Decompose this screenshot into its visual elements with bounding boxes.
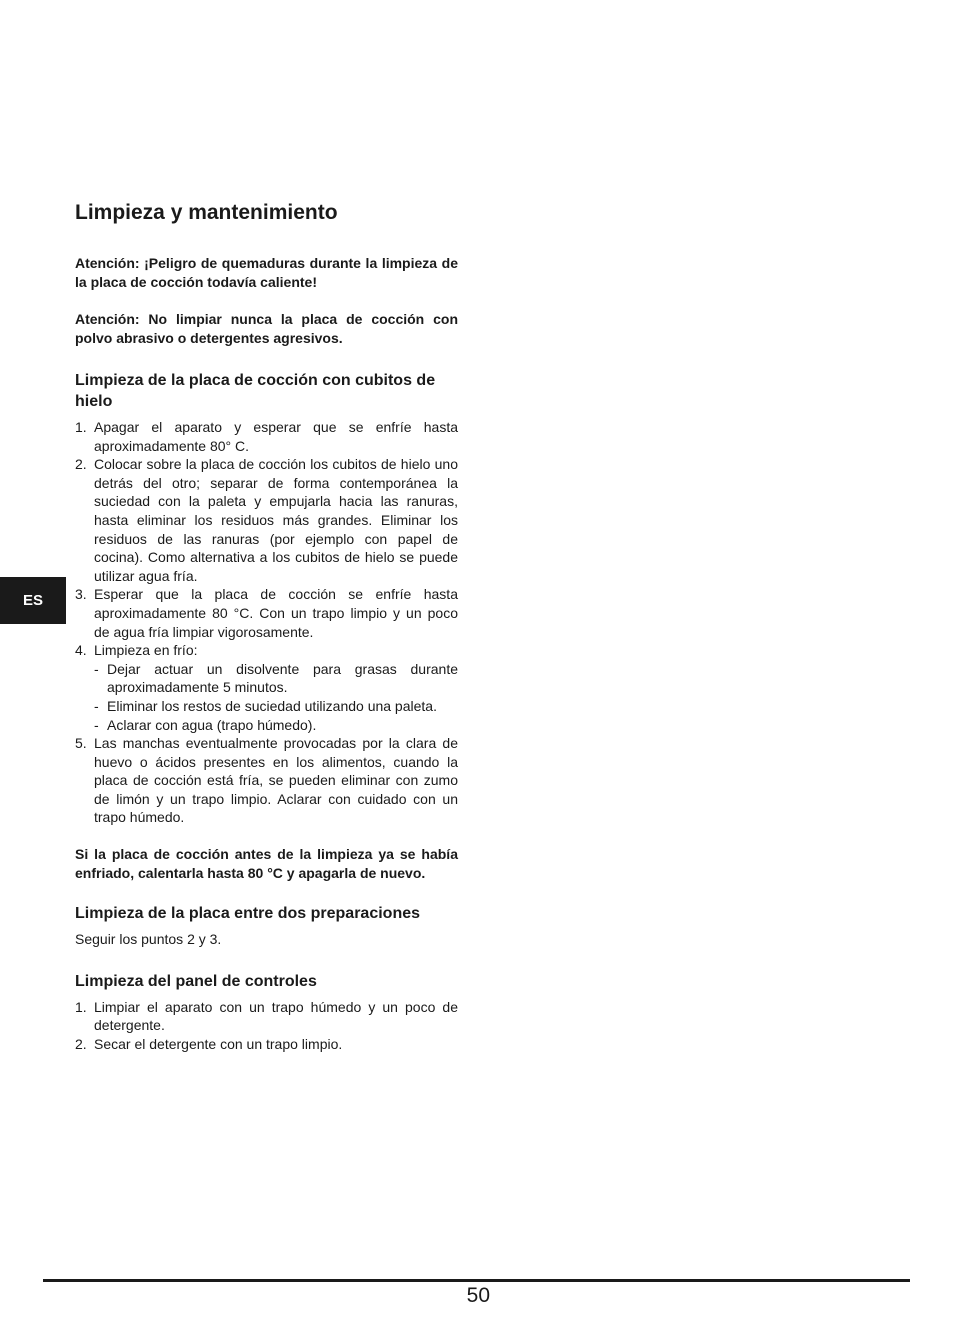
cold-cleaning-substeps <box>94 660 458 734</box>
page-number: 50 <box>466 1284 490 1307</box>
language-tab: ES <box>0 577 66 624</box>
footer-divider <box>43 1279 910 1282</box>
dash-marker: - <box>94 660 99 677</box>
step-number: 3. <box>75 586 87 603</box>
spacer <box>75 949 458 971</box>
page-title: Limpieza y mantenimiento <box>75 201 338 224</box>
step-number: 2. <box>75 456 87 473</box>
ice-cleaning-heading: Limpieza de la placa de cocción con cubitos de hielo <box>75 372 436 410</box>
control-panel-steps <box>75 998 458 1054</box>
step-number: 1. <box>75 419 87 435</box>
list-item <box>75 734 458 827</box>
abrasive-warning: Atención: No limpiar nunca la placa de cocción con polvo abrasivo o detergentes agresivos. <box>75 311 458 346</box>
step-text: Limpieza en frío: <box>94 642 198 659</box>
step-text: Colocar sobre la placa de cocción los cubitos de hielo uno detrás del otro; separar de forma contemporánea la suciedad con la paleta y empujarla hacia las ranuras, hasta eliminar los residuos más grandes. Eliminar los residuos de las ranuras (por ejemplo con papel de cocina). Como alternativa a los cubitos de hielo se puede utilizar agua fría. <box>94 456 458 584</box>
step-number: 5. <box>75 735 87 752</box>
dash-marker: - <box>94 716 99 733</box>
list-item <box>75 585 458 641</box>
list-item <box>94 716 458 735</box>
list-item <box>75 998 458 1035</box>
step-number: 1. <box>75 998 87 1015</box>
substep-text: Eliminar los restos de suciedad utilizando una paleta. <box>107 697 437 714</box>
dash-marker: - <box>94 697 99 714</box>
list-item <box>94 697 458 716</box>
step-text: Limpiar el aparato con un trapo húmedo y un poco de detergente. <box>94 998 458 1034</box>
ice-cleaning-steps <box>75 418 458 827</box>
list-item <box>94 660 458 697</box>
step-text: Secar el detergente con un trapo limpio. <box>94 1035 343 1052</box>
burn-warning: Atención: ¡Peligro de quemaduras durante la limpieza de la placa de cocción todavía caliente! <box>75 255 458 290</box>
list-item <box>75 455 458 585</box>
reheat-note: Si la placa de cocción antes de la limpieza ya se había enfriado, calentarla hasta 80 °C y apagarla de nuevo. <box>75 846 458 882</box>
control-panel-heading: Limpieza del panel de controles <box>75 972 317 990</box>
list-item <box>75 1035 458 1054</box>
step-text: Esperar que la placa de cocción se enfríe hasta aproximadamente 80 °C. Con un trapo limpio y un poco de agua fría limpiar vigorosamente. <box>94 586 458 640</box>
between-preparations-text: Seguir los puntos 2 y 3. <box>75 931 222 948</box>
step-number: 2. <box>75 1035 87 1052</box>
step-number: 4. <box>75 642 87 659</box>
spacer <box>75 827 458 845</box>
between-preparations-heading: Limpieza de la placa entre dos preparaciones <box>75 905 421 923</box>
substep-text: Dejar actuar un disolvente para grasas durante aproximadamente 5 minutos. <box>107 660 458 696</box>
content-column <box>75 198 458 1053</box>
step-text: Las manchas eventualmente provocadas por la clara de huevo o ácidos presentes en los alimentos, cuando la placa de cocción está fría, se pueden eliminar con zumo de limón y un trapo limpio. Aclarar con cuidado con un trapo húmedo. <box>94 735 458 826</box>
substep-text: Aclarar con agua (trapo húmedo). <box>107 716 317 733</box>
list-item <box>75 641 458 734</box>
list-item <box>75 418 458 455</box>
step-text: Apagar el aparato y esperar que se enfríe hasta aproximadamente 80° C. <box>94 419 458 454</box>
